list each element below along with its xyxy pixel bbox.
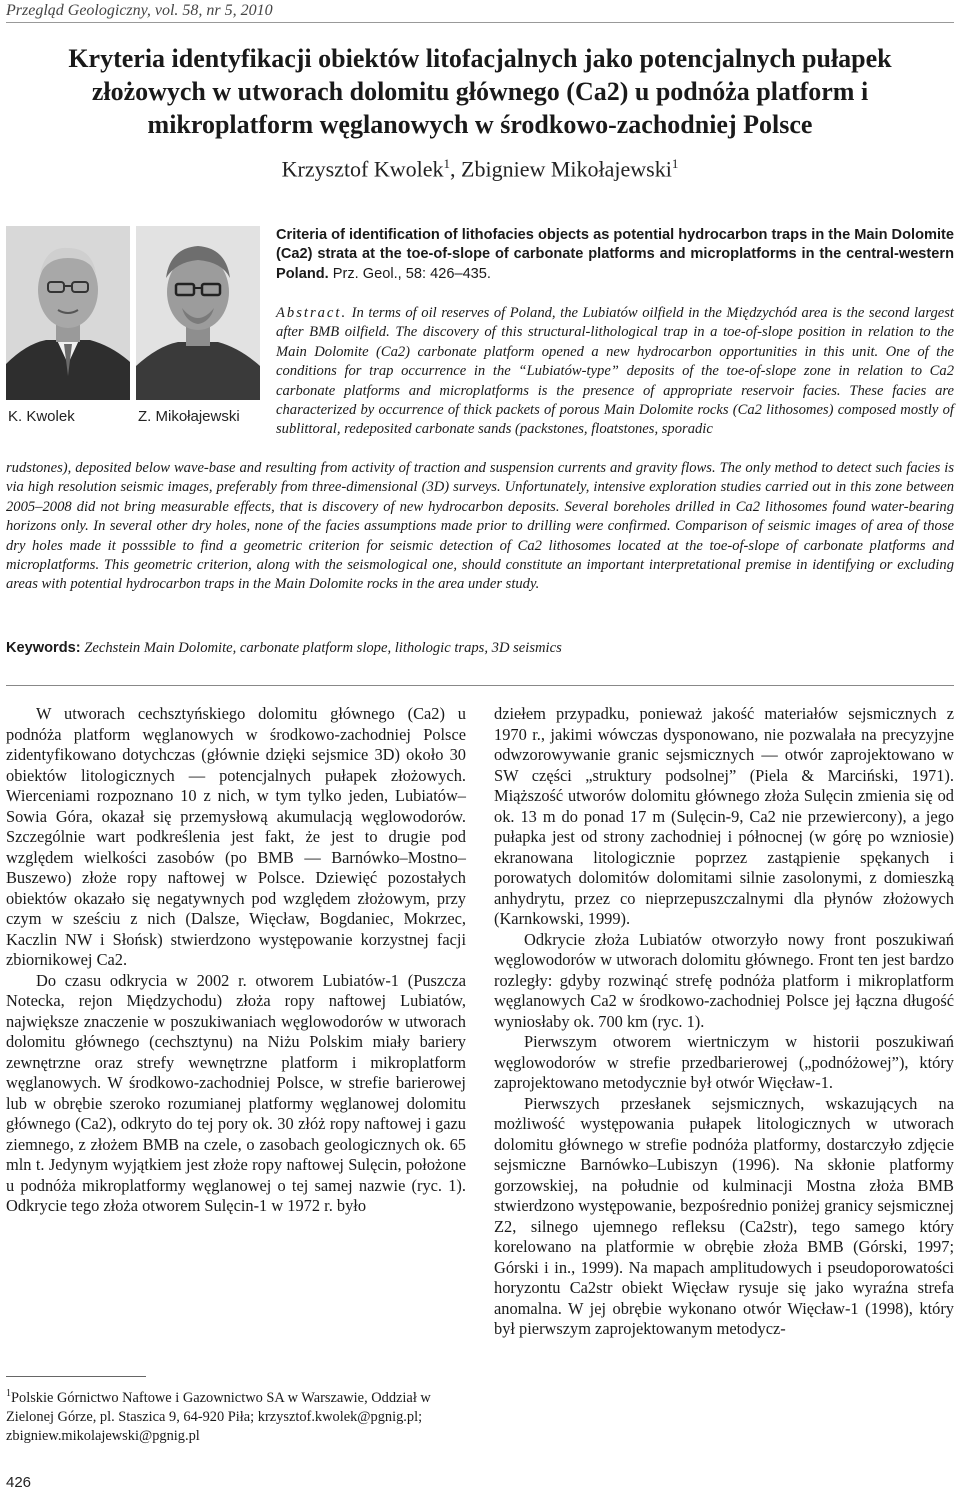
- citation-title: Criteria of identification of lithofacies objects as potential hydrocarbon traps in the Main Dolomite (Ca2) strata at the toe-of-slope of carbonate platforms and microplatforms in the central-western Poland.: [276, 227, 954, 282]
- author-separator: ,: [450, 156, 462, 182]
- body-paragraph: Do czasu odkrycia w 2002 r. otworem Lubiatów-1 (Puszcza Notecka, rejon Międzychodu) złoża ropy naftowej Lubiatów, największe znaczenie w poszukiwaniach węglowodorów w utworach dolomitu głównego (cechsztynu) na Niżu Polskim miały bariery zewnętrzne oraz strefy wewnętrzne platform i mikroplatform węglanowych. W środkowo-zachodniej Polsce, w strefie barierowej lub w obrębie szeroko rozumianej platformy węglanowej dolomitu głównego (Ca2), odkryto do tej pory ok. 30 złóż ropy naftowej i gazu ziemnego, z złożem BMB na czele, o zasobach geologicznych ok. 65 mln t. Jedynym wyjątkiem jest złoże ropy naftowej Sulęcin, położone u podnóża mikroplatformy węglanowej o tej samej nazwie (ryc. 1). Odkrycie tego złoża otworem Sulęcin-1 w 1972 r. było: [6, 970, 466, 1215]
- author-name: Zbigniew Mikołajewski: [461, 156, 672, 182]
- authors-line: [0, 156, 960, 182]
- abstract: [276, 304, 954, 440]
- footnote: [6, 1384, 466, 1446]
- footnote-rule: [6, 1376, 146, 1377]
- body-paragraph: dziełem przypadku, ponieważ jakość materiałów sejsmicznych z 1970 r., jakimi wówczas dysponowano, nie pozwalała na precyzyjne odwzorowywanie granic sejsmicznych — otwór zaprojektowano w SW części „struktury podsolnej” (Piela & Marciński, 1971). Miąższość utworów dolomitu głównego złoża Sulęcin zmienia się od ok. 13 m do ponad 17 m (Sulęcin-9, Ca2 nie przewiercony), a jego pułapka jest od strony zachodniej i północnej (w górę po wzniosie) ekranowana litologicznie poprzez zastąpienie spękanych i porowatych dolomitów dolomitami silnie zasolonymi, z domieszką anhydrytu, przez co nieprzepuszczalnymi dla płynów złożowych (Karnkowski, 1999).: [494, 704, 954, 928]
- abstract-label: Abstract.: [276, 305, 348, 321]
- keywords: [6, 640, 954, 657]
- body-paragraph: W utworach cechsztyńskiego dolomitu głównego (Ca2) u podnóża platform węglanowych w środkowo-zachodniej Polsce zidentyfikowano dotychczas (głównie dzięki sejsmice 3D) około 30 obiektów litologicznych — potencjalnych pułapek złożowych. Wierceniami rozpoznano 10 z nich, w tym tylko jeden, Lubiatów–Sowia Góra, okazał się przemysłową akumulacją węglowodorów. Szczególnie wart podkreślenia jest fakt, że jest to drugie pod względem wielkości zasobów (po BMB — Barnówko–Mostno–Buszewo) złoże ropy naftowej w Polsce. Dziewięć pozostałych obiektów okazało się negatywnych pod względem złożowym, przy czym w sześciu z nich (Dalsze, Więcław, Bogdaniec, Mokrzec, Kaczlin NW i Słońsk) stwierdzono występowanie korzystnej facji zbiornikowej Ca2.: [6, 704, 466, 969]
- author-photo-kwolek: [6, 226, 130, 400]
- citation-reference: Prz. Geol., 58: 426–435.: [332, 265, 491, 282]
- page-number: 426: [6, 1474, 32, 1491]
- journal-header: Przegląd Geologiczny, vol. 58, nr 5, 2010: [6, 2, 273, 19]
- photo-caption: Z. Mikołajewski: [138, 408, 240, 425]
- abstract-text: In terms of oil reserves of Poland, the Lubiatów oilfield in the Międzychód area is the second largest after BMB oilfield. The discovery of this structural-lithological trap in a toe-of-slope position in relation to the Main Dolomite (Ca2) carbonate platform opened a new hydrocarbon opportunities in this unit. One of the conditions for trap occurrence in the “Lubiatów-type” deposits of the toe-of-slope zone in relation to Ca2 carbonate platforms and microplatforms is the presence of appropriate reservoir facies. These facies are characterized by occurrence of thick packets of porous Main Dolomite rocks (Ca2 lithosomes) composed mostly of sublittoral, redeposited carbonate sands (packstones, floatstones, sporadic: [276, 305, 954, 438]
- abstract-continuation: rudstones), deposited below wave-base and resulting from activity of traction and suspension currents and gravity flows. The only method to detect such facies is via high resolution seismic images, preferably from three-dimensional (3D) surveys. Unfortunately, intensive exploration studies carried out in this zone between 2005–2008 did not bring measurable effects, that is discovery of new hydrocarbon deposits. Several boreholes drilled in Ca2 lithosomes found water-bearing horizons only. In several other dry holes, none of the facies assumptions made prior to drilling were confirmed. Comparison of seismic images of area of those dry holes made it posssible to find a geometric criterion for seismic detection of Ca2 lithosomes located at the toe-of-slope of carbonate platforms and microplatforms. This geometric criterion, along with the seismological one, should constitute an important interpretational premise in identifying or excluding areas with potential hydrocarbon traps in the Main Dolomite rocks in the area under study.: [6, 460, 954, 593]
- photo-caption: K. Kwolek: [8, 408, 75, 425]
- footnote-mark: 1: [6, 1388, 11, 1399]
- body-paragraph: Odkrycie złoża Lubiatów otworzyło nowy front poszukiwań węglowodorów w utworach dolomitu głównego. Front ten jest bardzo rozległy: gdyby rozwinąć strefę podnóża platform i mikroplatform węglanowych Ca2 w środkowo-zachodniej Polsce jej łączna długość wyniosłaby ok. 700 km (ryc. 1).: [494, 929, 954, 1031]
- body-column-right: [494, 704, 954, 1340]
- affiliation-mark: 1: [443, 156, 451, 171]
- body-paragraph: Pierwszym otworem wiertniczym w historii poszukiwań węglowodorów w strefie przedbarierowej („podnóżowej”), który zaprojektowano metodycznie był otwór Więcław-1.: [494, 1032, 954, 1092]
- author-name: Krzysztof Kwolek: [281, 156, 444, 182]
- footnote-text: Polskie Górnictwo Naftowe i Gazownictwo SA w Warszawie, Oddział w Zielonej Górze, pl. Staszica 9, 64-920 Piła; krzysztof.kwolek@pgnig.pl; zbigniew.mikolajewski@pgnig.pl: [6, 1389, 431, 1444]
- body-column-left: [6, 704, 466, 1217]
- header-rule: [6, 22, 954, 23]
- english-citation: [276, 226, 954, 284]
- article-title: Kryteria identyfikacji obiektów litofacjalnych jako potencjalnych pułapek złożowych w utworach dolomitu głównego (Ca2) u podnóża platform i mikroplatform węglanowych w środkowo-zachodniej Polsce: [68, 44, 892, 139]
- affiliation-mark: 1: [671, 156, 679, 171]
- body-paragraph: Pierwszych przesłanek sejsmicznych, wskazujących na możliwość występowania pułapek litologicznych w utworach dolomitu głównego w strefie podnóża platformy, dostarczyło zdjęcie sejsmiczne Barnówko–Lubiszyn (1996). Na skłonie platformy gorzowskiej, na południe od kulminacji Mostna złoża BMB stwierdzono występowanie, bezpośrednio poniżej granicy sejsmicznej Z2, silnego ujemnego refleksu (Ca2str), tego samego który korelowano na platformie w obrębie złoża BMB (Górski, 1997; Górski i in., 1999). Na mapach amplitudowych i pseudoporowatości horyzontu Ca2str obiekt Więcław rysuje się jako wyraźna strefa anomalna. W jej obrębie wykonano otwór Więcław-1 (1998), który był pierwszym zaprojektowanym metodycz-: [494, 1093, 954, 1338]
- author-photo-mikolajewski: [136, 226, 260, 400]
- section-divider: [6, 685, 954, 686]
- keywords-text: Zechstein Main Dolomite, carbonate platform slope, lithologic traps, 3D seismics: [84, 640, 562, 656]
- keywords-label: Keywords:: [6, 640, 81, 656]
